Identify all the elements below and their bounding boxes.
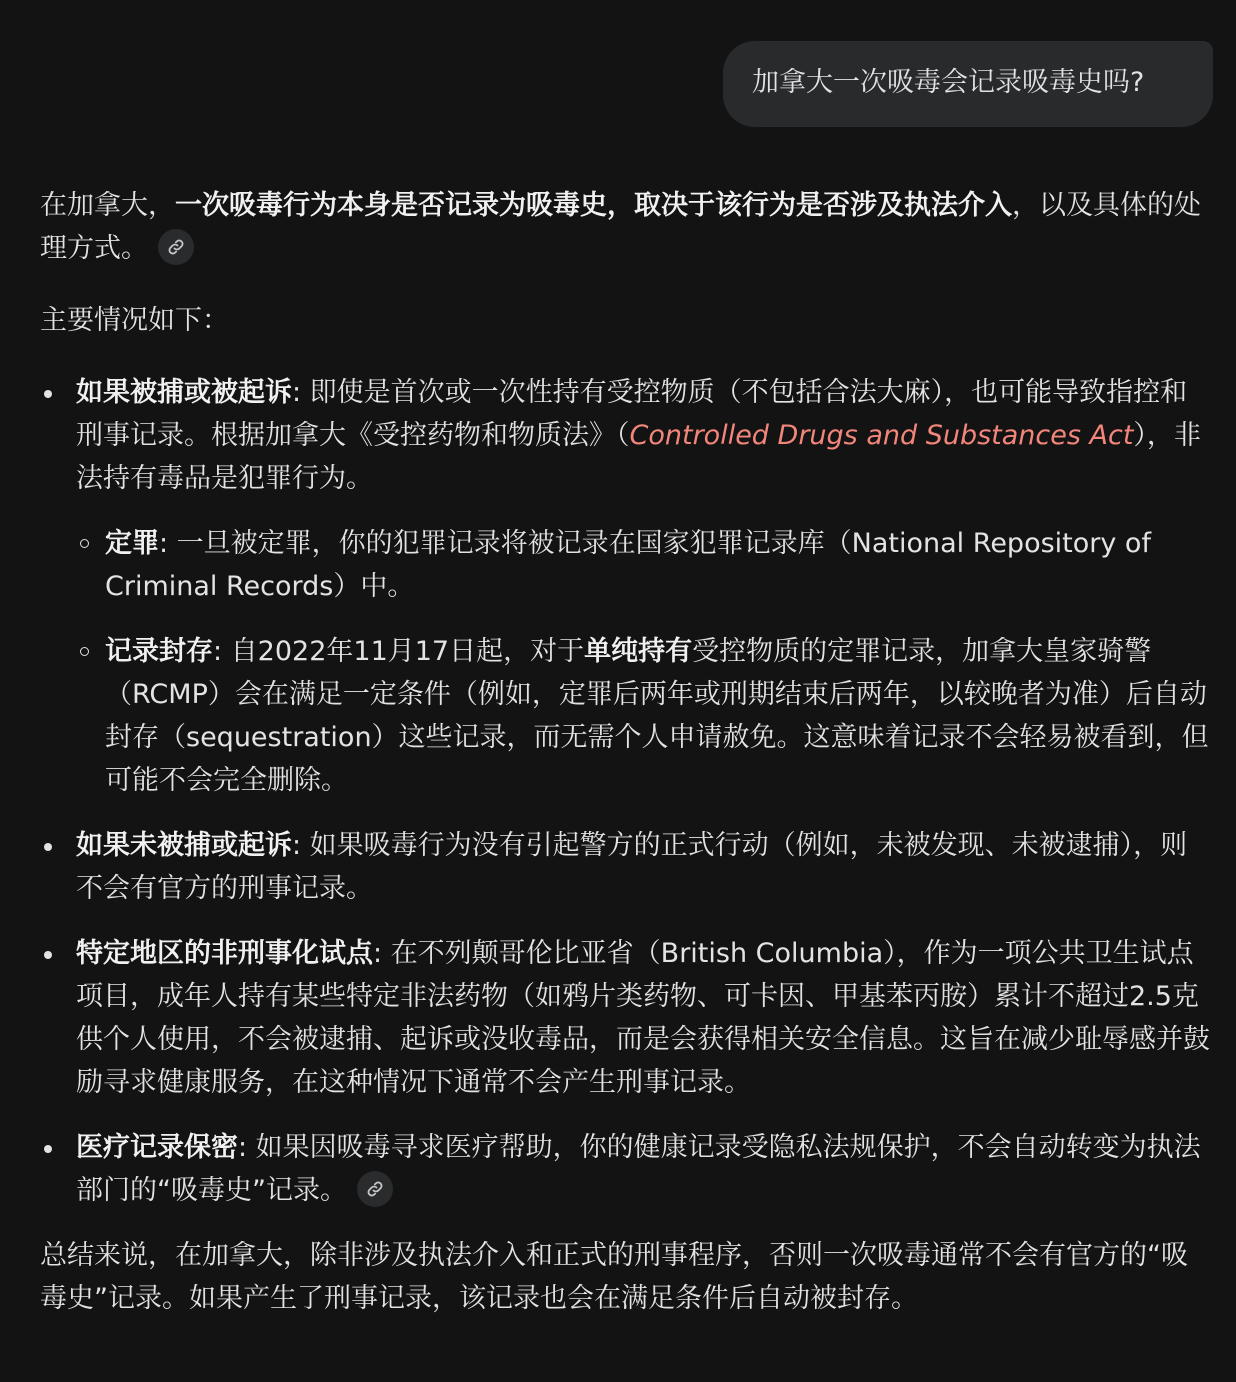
main-list [40, 371, 1212, 1212]
sub-item-text: : 自2022年11月17日起，对于 [213, 636, 585, 667]
sub-item-title: 定罪 [105, 528, 159, 559]
item-title: 特定地区的非刑事化试点 [76, 938, 373, 969]
sub-list-item [76, 630, 1212, 802]
sub-item-text: 受控物质的定罪记录，加拿大皇家骑警（RCMP）会在满足一定条件（例如，定罪后两年或刑期结束后两年，以较晚者为准）后自动封存（sequestration）这些记录，而无需个人申请赦免。这意味着记录不会轻易被看到，但可能不会完全删除。 [105, 636, 1209, 796]
sub-item-text: : 一旦被定罪，你的犯罪记录将被记录在国家犯罪记录库（National Repository of Criminal Records）中。 [105, 528, 1151, 602]
list-item [40, 932, 1212, 1104]
user-message-bubble [723, 41, 1213, 127]
lead-paragraph: 主要情况如下： [40, 305, 229, 336]
assistant-response [40, 184, 1212, 1320]
sub-list [76, 522, 1212, 802]
sub-item-title: 记录封存 [105, 636, 213, 667]
link-icon [167, 238, 185, 256]
source-link-button[interactable] [357, 1171, 393, 1207]
item-title: 如果未被捕或起诉 [76, 830, 292, 861]
intro-pre: 在加拿大， [40, 190, 175, 221]
intro-paragraph [40, 184, 1212, 270]
intro-bold: 一次吸毒行为本身是否记录为吸毒史，取决于该行为是否涉及执法介入 [175, 190, 1012, 221]
source-link-button[interactable] [158, 229, 194, 265]
sub-item-bold: 单纯持有 [584, 636, 693, 667]
item-text: ），非法持有毒品是犯罪行为。 [76, 420, 1201, 494]
item-text: : 即使是首次或一次性持有受控物质（不包括合法大麻），也可能导致指控和刑事记录。根据加拿大《受控药物和物质法》（ [76, 377, 1188, 451]
item-title: 医疗记录保密 [76, 1132, 238, 1163]
intro-post: ，以及具体的处理方式。 [40, 190, 1201, 264]
summary-paragraph: 总结来说，在加拿大，除非涉及执法介入和正式的刑事程序，否则一次吸毒通常不会有官方的“吸毒史”记录。如果产生了刑事记录，该记录也会在满足条件后自动被封存。 [40, 1240, 1188, 1314]
item-text: : 如果吸毒行为没有引起警方的正式行动（例如，未被发现、未被逮捕），则不会有官方的刑事记录。 [76, 830, 1188, 904]
item-text: : 如果因吸毒寻求医疗帮助，你的健康记录受隐私法规保护，不会自动转变为执法部门的“吸毒史”记录。 [76, 1132, 1201, 1206]
act-name: Controlled Drugs and Substances Act [629, 420, 1134, 451]
item-title: 如果被捕或被起诉 [76, 377, 292, 408]
list-item [40, 371, 1212, 802]
item-text: : 在不列颠哥伦比亚省（British Columbia），作为一项公共卫生试点项目，成年人持有某些特定非法药物（如鸦片类药物、可卡因、甲基苯丙胺）累计不超过2.5克供个人使用，不会被逮捕、起诉或没收毒品，而是会获得相关安全信息。这旨在减少耻辱感并鼓励寻求健康服务，在这种情况下通常不会产生刑事记录。 [76, 938, 1210, 1098]
list-item [40, 824, 1212, 910]
sub-list-item [76, 522, 1212, 608]
link-icon [366, 1180, 384, 1198]
list-item [40, 1126, 1212, 1212]
user-message-text: 加拿大一次吸毒会记录吸毒史吗? [752, 67, 1145, 98]
